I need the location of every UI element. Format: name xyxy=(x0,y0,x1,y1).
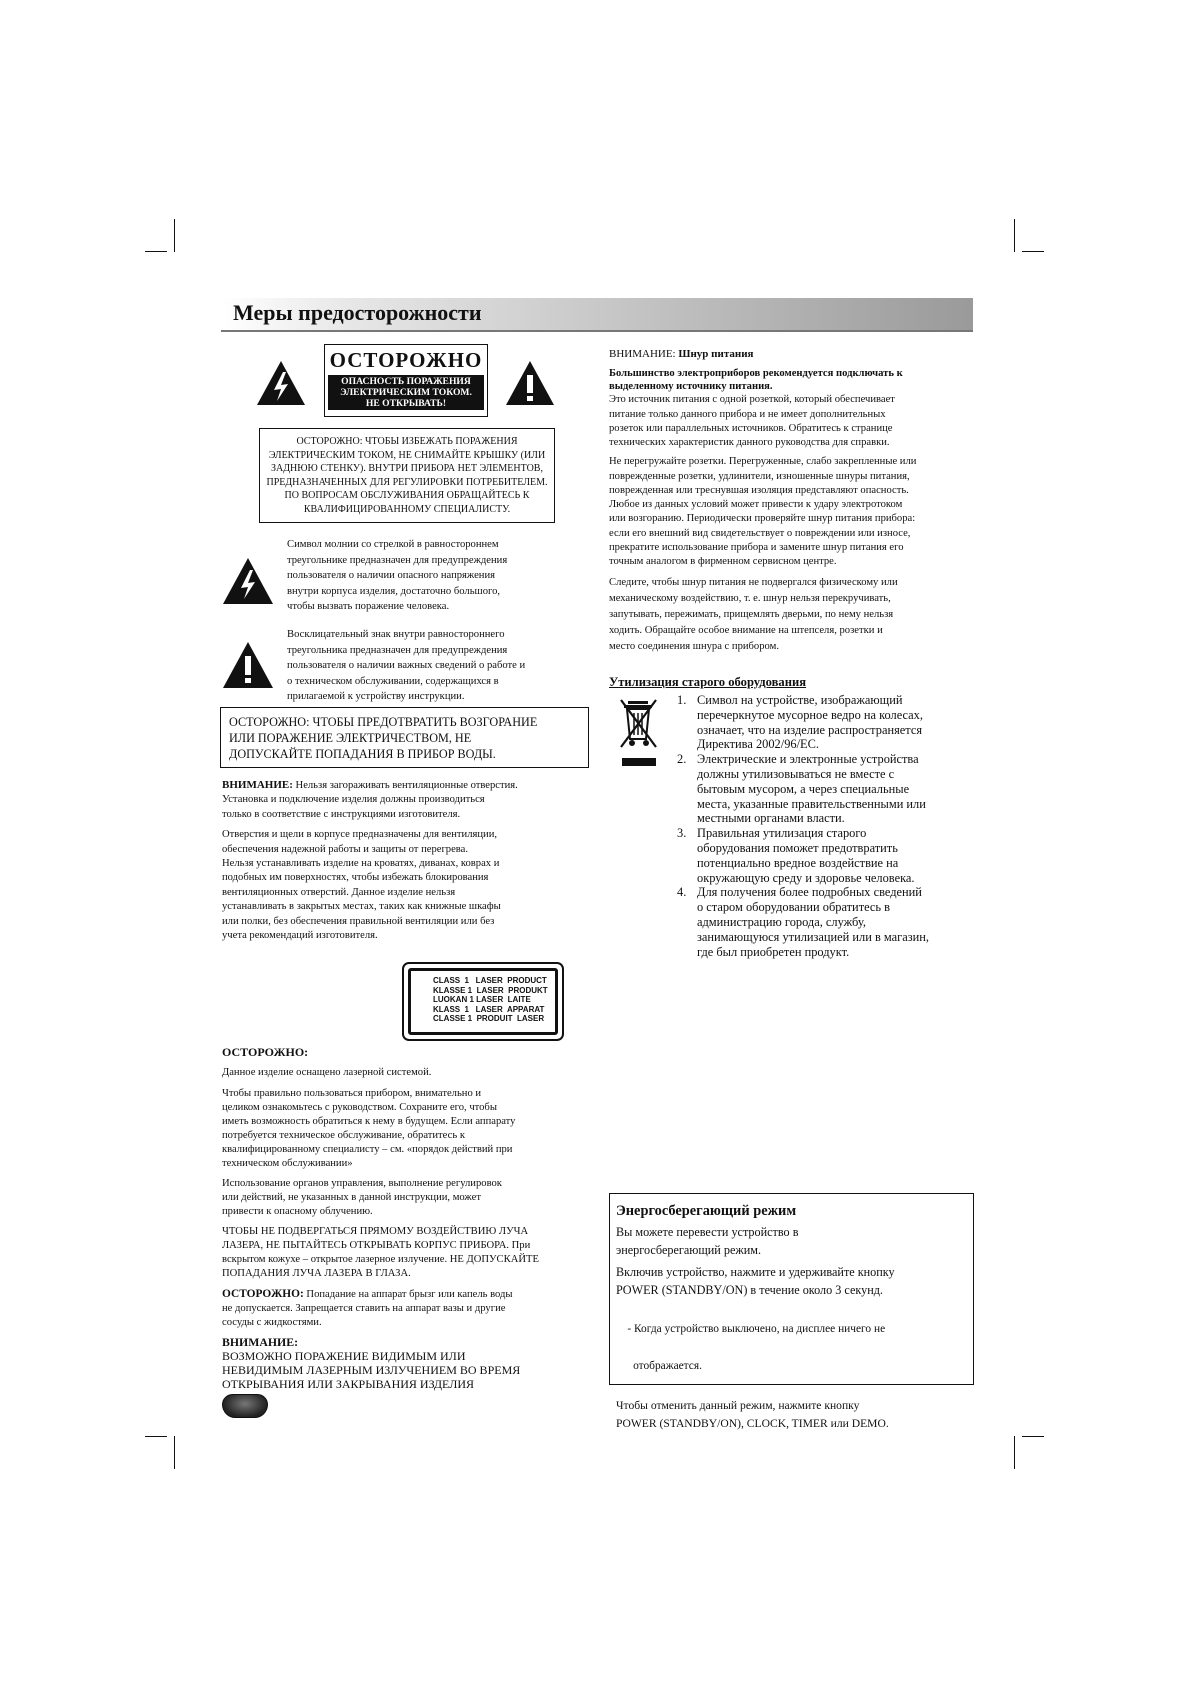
disposal-list xyxy=(677,693,987,959)
caution-label-line: ЭЛЕКТРИЧЕСКИМ ТОКОМ. xyxy=(340,387,472,398)
text-line: Электрические и электронные устройства xyxy=(697,752,919,767)
text-line: питание только данного прибора и не имеет дополнительных xyxy=(609,408,886,420)
text-line: занимающуюся утилизацией или в магазин, xyxy=(697,929,929,944)
text-line: Вы можете перевести устройство в xyxy=(616,1225,799,1239)
text-line: Большинство электроприборов рекомендуется подключать к xyxy=(609,368,903,379)
laser-label-line: KLASS 1 LASER APPARAT xyxy=(433,1004,545,1014)
list-item xyxy=(677,693,987,752)
text-line: ОТКРЫВАНИЯ ИЛИ ЗАКРЫВАНИЯ ИЗДЕЛИЯ xyxy=(222,1377,475,1392)
text-line: Правильная утилизация старого xyxy=(697,826,867,841)
exclamation-note xyxy=(287,627,597,705)
caution-box-line: ЭЛЕКТРИЧЕСКИМ ТОКОМ, НЕ СНИМАЙТЕ КРЫШКУ (ИЛИ xyxy=(268,449,546,461)
laser-class-label xyxy=(402,962,564,1041)
caution-label-title: ОСТОРОЖНО xyxy=(329,348,483,372)
page-tab-marker xyxy=(222,1394,268,1418)
text-line: место соединения шнура с прибором. xyxy=(609,640,779,652)
fire-warning-box xyxy=(220,707,589,768)
text-line: пользователя о наличии опасного напряжения xyxy=(287,570,496,582)
text-line: или возгоранию. Периодически проверяйте шнур питания прибора: xyxy=(609,513,916,525)
text-line: места, указанные правительственными или xyxy=(697,796,926,811)
text-line: POWER (STANDBY/ON), CLOCK, TIMER или DEMO. xyxy=(616,1417,889,1431)
text-line: энергосберегающий режим. xyxy=(616,1243,762,1258)
item-number: 1. xyxy=(677,693,687,707)
text-line: Чтобы отменить данный режим, нажмите кнопку xyxy=(616,1398,860,1412)
crop-mark xyxy=(145,1436,167,1437)
lead-label: ВНИМАНИЕ: xyxy=(222,1335,299,1349)
text-line: Не перегружайте розетки. Перегруженные, слабо закрепленные или xyxy=(609,456,917,468)
energy-heading: Энергосберегающий режим xyxy=(616,1203,797,1219)
text-line: не допускается. Запрещается ставить на аппарат вазы и другие xyxy=(222,1303,506,1314)
text-line: Отверстия и щели в корпусе предназначены для вентиляции, xyxy=(222,829,498,841)
laser-label-line: LUOKAN 1 LASER LAITE xyxy=(433,995,531,1005)
text-line: Директива 2002/96/EC. xyxy=(697,737,819,752)
lightning-symbol-icon xyxy=(222,557,274,610)
caution-box-line: ПО ВОПРОСАМ ОБСЛУЖИВАНИЯ ОБРАЩАЙТЕСЬ К xyxy=(284,490,530,501)
text-line: механическому воздействию, т. е. шнур нельзя перекручивать, xyxy=(609,592,891,604)
text-line: розеток или параллельных источников. Обратитесь к странице xyxy=(609,422,893,434)
text-line: ВОЗМОЖНО ПОРАЖЕНИЕ ВИДИМЫМ ИЛИ xyxy=(222,1349,466,1363)
text-line: вскрытом кожухе – открытое лазерное излучение. НЕ ДОПУСКАЙТЕ xyxy=(222,1254,539,1265)
text-line: Символ молнии со стрелкой в равностороннем xyxy=(287,539,499,550)
item-number: 4. xyxy=(677,885,687,900)
section-header xyxy=(221,298,973,332)
crop-mark xyxy=(1014,219,1015,252)
caution-label-line: ОПАСНОСТЬ ПОРАЖЕНИЯ xyxy=(341,376,471,387)
text-line: подобных им поверхностях, чтобы избежать блокирования xyxy=(222,872,489,884)
text-line: Символ на устройстве, изображающий xyxy=(697,693,903,707)
crop-mark xyxy=(174,1436,175,1469)
ventilation-section xyxy=(222,778,592,943)
text-line: Нельзя загораживать вентиляционные отверстия. xyxy=(292,780,518,791)
text-line: где был приобретен продукт. xyxy=(697,944,850,959)
text-line: Любое из данных условий может привести к удару электротоком xyxy=(609,499,903,511)
caution-box-line: ПРЕДНАЗНАЧЕННЫХ ДЛЯ РЕГУЛИРОВКИ ПОТРЕБИТЕЛЕМ. xyxy=(266,476,548,488)
disposal-heading: Утилизация старого оборудования xyxy=(609,675,807,689)
text-line: Данное изделие оснащено лазерной системой. xyxy=(222,1067,432,1078)
text-line: привести к опасному облучению. xyxy=(222,1206,373,1217)
text-line: Установка и подключение изделия должны производиться xyxy=(222,794,485,806)
laser-section xyxy=(222,1045,594,1392)
text-line: выделенному источнику питания. xyxy=(609,381,773,393)
list-item xyxy=(677,885,987,959)
crop-mark xyxy=(1014,1436,1015,1469)
text-line: ПОПАДАНИЯ ЛУЧА ЛАЗЕРА В ГЛАЗА. xyxy=(222,1268,411,1279)
text-line: Чтобы правильно пользоваться прибором, внимательно и xyxy=(222,1088,482,1099)
caution-box-line: КВАЛИФИЦИРОВАННОМУ СПЕЦИАЛИСТУ. xyxy=(303,503,511,515)
item-number: 3. xyxy=(677,826,687,841)
text-line: НЕВИДИМЫМ ЛАЗЕРНЫМ ИЗЛУЧЕНИЕМ ВО ВРЕМЯ xyxy=(222,1363,521,1378)
text-line: запутывать, пережимать, прищемлять дверьми, по нему нельзя xyxy=(609,608,894,620)
text-line: местными органами власти. xyxy=(697,811,845,826)
text-line: бытовым мусором, а через специальные xyxy=(697,781,910,796)
energy-saving-box xyxy=(609,1193,974,1431)
text-line: пользователя о наличии важных сведений о работе и xyxy=(287,660,526,672)
laser-label-line: KLASSE 1 LASER PRODUKT xyxy=(433,985,548,995)
caution-label xyxy=(324,344,488,417)
text-line: если его внешний вид свидетельствует о повреждении или износе, xyxy=(609,527,911,539)
text-line: POWER (STANDBY/ON) в течение около 3 секунд. xyxy=(616,1283,883,1298)
text-line: треугольника предназначен для предупреждения xyxy=(287,644,508,656)
power-cord-section xyxy=(609,347,981,660)
text-line: технических характеристик данного руководства для справки. xyxy=(609,437,890,449)
text-line: администрацию города, службу, xyxy=(697,914,866,929)
text-line: ходить. Обращайте особое внимание на штепселя, розетки и xyxy=(609,624,883,636)
text-line: Попадание на аппарат брызг или капель воды xyxy=(303,1289,513,1300)
text-line: Для получения более подробных сведений xyxy=(697,885,922,900)
crop-mark xyxy=(1022,1436,1044,1437)
lead-label: ВНИМАНИЕ: xyxy=(609,348,676,360)
text-line: треугольнике предназначен для предупреждения xyxy=(287,554,508,566)
text-line: целиком ознакомьтесь с руководством. Сохраните его, чтобы xyxy=(222,1102,497,1113)
text-line: иметь возможность обратиться к нему в будущем. Если аппарату xyxy=(222,1116,516,1127)
text-line: обеспечения надежной работы и защиты от перегрева. xyxy=(222,843,469,855)
list-item xyxy=(677,826,987,885)
text-line: Включив устройство, нажмите и удерживайте кнопку xyxy=(616,1264,895,1279)
lightning-note xyxy=(287,537,587,615)
text-line: ОСТОРОЖНО: ЧТОБЫ ПРЕДОТВРАТИТЬ ВОЗГОРАНИЕ xyxy=(229,715,538,729)
text-line: учета рекомендаций изготовителя. xyxy=(222,930,378,942)
text-line: о старом оборудовании обратитесь в xyxy=(697,900,891,915)
text-line: внутри корпуса изделия, достаточно большого, xyxy=(287,585,501,597)
exclamation-triangle-icon xyxy=(505,360,555,411)
text-line: устанавливать в закрытых местах, таких как книжные шкафы xyxy=(222,901,501,913)
text-line: точным аналогом в фирменном сервисном центре. xyxy=(609,556,837,568)
lead-label: ОСТОРОЖНО: xyxy=(222,1288,304,1300)
caution-box-line: ЗАДНЮЮ СТЕНКУ). ВНУТРИ ПРИБОРА НЕТ ЭЛЕМЕНТОВ, xyxy=(271,463,543,474)
text-line: оборудования поможет предотвратить xyxy=(697,840,898,855)
lead-label: ВНИМАНИЕ: xyxy=(222,779,293,791)
text-line: ЛАЗЕРА, НЕ ПЫТАЙТЕСЬ ОТКРЫВАТЬ КОРПУС ПРИБОРА. При xyxy=(222,1240,531,1251)
caution-box-line: ОСТОРОЖНО: ЧТОБЫ ИЗБЕЖАТЬ ПОРАЖЕНИЯ xyxy=(296,436,518,447)
list-item xyxy=(677,752,987,826)
caution-label-line: НЕ ОТКРЫВАТЬ! xyxy=(365,398,447,409)
crop-mark xyxy=(145,251,167,252)
text-line: окружающую среду и здоровье человека. xyxy=(697,870,915,885)
laser-label-line: CLASS 1 LASER PRODUCT xyxy=(433,976,547,985)
text-line: ЧТОБЫ НЕ ПОДВЕРГАТЬСЯ ПРЯМОМУ ВОЗДЕЙСТВИЮ ЛУЧА xyxy=(222,1226,529,1237)
text-line: должны утилизовываться не вместе с xyxy=(697,766,895,781)
text-line: Нельзя устанавливать изделие на кроватях, диванах, коврах и xyxy=(222,858,500,870)
text-line: потенциально вредное воздействие на xyxy=(697,855,899,870)
crop-mark xyxy=(174,219,175,252)
text-line: ДОПУСКАЙТЕ ПОПАДАНИЯ В ПРИБОР ВОДЫ. xyxy=(229,747,496,761)
text-line: прилагаемой к устройству инструкции. xyxy=(287,691,465,703)
text-line: Это источник питания с одной розеткой, который обеспечивает xyxy=(609,394,895,406)
text-line: поврежденная или треснувшая изоляция представляют опасность. xyxy=(609,484,909,496)
item-number: 2. xyxy=(677,752,687,767)
laser-heading: ОСТОРОЖНО: xyxy=(222,1045,309,1059)
lightning-triangle-icon xyxy=(256,360,306,411)
text-line: - Когда устройство выключено, на дисплее ничего не xyxy=(627,1323,886,1336)
text-line: потребуется техническое обслуживание, обратитесь к xyxy=(222,1130,465,1141)
power-cord-heading: Шнур питания xyxy=(675,348,754,360)
text-line: сосуды с жидкостями. xyxy=(222,1317,322,1328)
exclamation-symbol-icon xyxy=(222,641,274,694)
text-line: отображается. xyxy=(627,1359,702,1372)
text-line: или действий, не указанных в данной инструкции, может xyxy=(222,1192,481,1203)
text-line: вентиляционных отверстий. Данное изделие нельзя xyxy=(222,886,456,898)
text-line: Восклицательный знак внутри равностороннего xyxy=(287,629,505,640)
text-line: означает, что на изделие распространяется xyxy=(697,722,923,737)
text-line: квалифицированному специалисту – см. «порядок действий при xyxy=(222,1144,513,1155)
text-line: перечеркнутое мусорное ведро на колесах, xyxy=(697,707,923,722)
text-line: о техническом обслуживании, содержащихся в xyxy=(287,675,499,687)
page-title: Меры предосторожности xyxy=(233,300,482,325)
text-line: чтобы вызвать поражение человека. xyxy=(287,601,450,613)
caution-box xyxy=(259,428,555,523)
crossed-bin-icon xyxy=(618,697,662,774)
text-line: только в соответствие с инструкциями изготовителя. xyxy=(222,808,461,820)
crop-mark xyxy=(1022,251,1044,252)
text-line: или полки, без обеспечения правильной вентиляции или без xyxy=(222,915,495,927)
text-line: Следите, чтобы шнур питания не подвергался физическому или xyxy=(609,576,898,588)
laser-label-line: CLASSE 1 PRODUIT LASER xyxy=(433,1014,545,1024)
text-line: техническом обслуживании» xyxy=(222,1158,353,1169)
text-line: ИЛИ ПОРАЖЕНИЕ ЭЛЕКТРИЧЕСТВОМ, НЕ xyxy=(229,731,472,745)
text-line: поврежденные розетки, удлинители, изношенные шнуры питания, xyxy=(609,470,910,482)
text-line: прекратите использование прибора и замените шнур питания его xyxy=(609,542,904,553)
text-line: Использование органов управления, выполнение регулировок xyxy=(222,1178,502,1189)
